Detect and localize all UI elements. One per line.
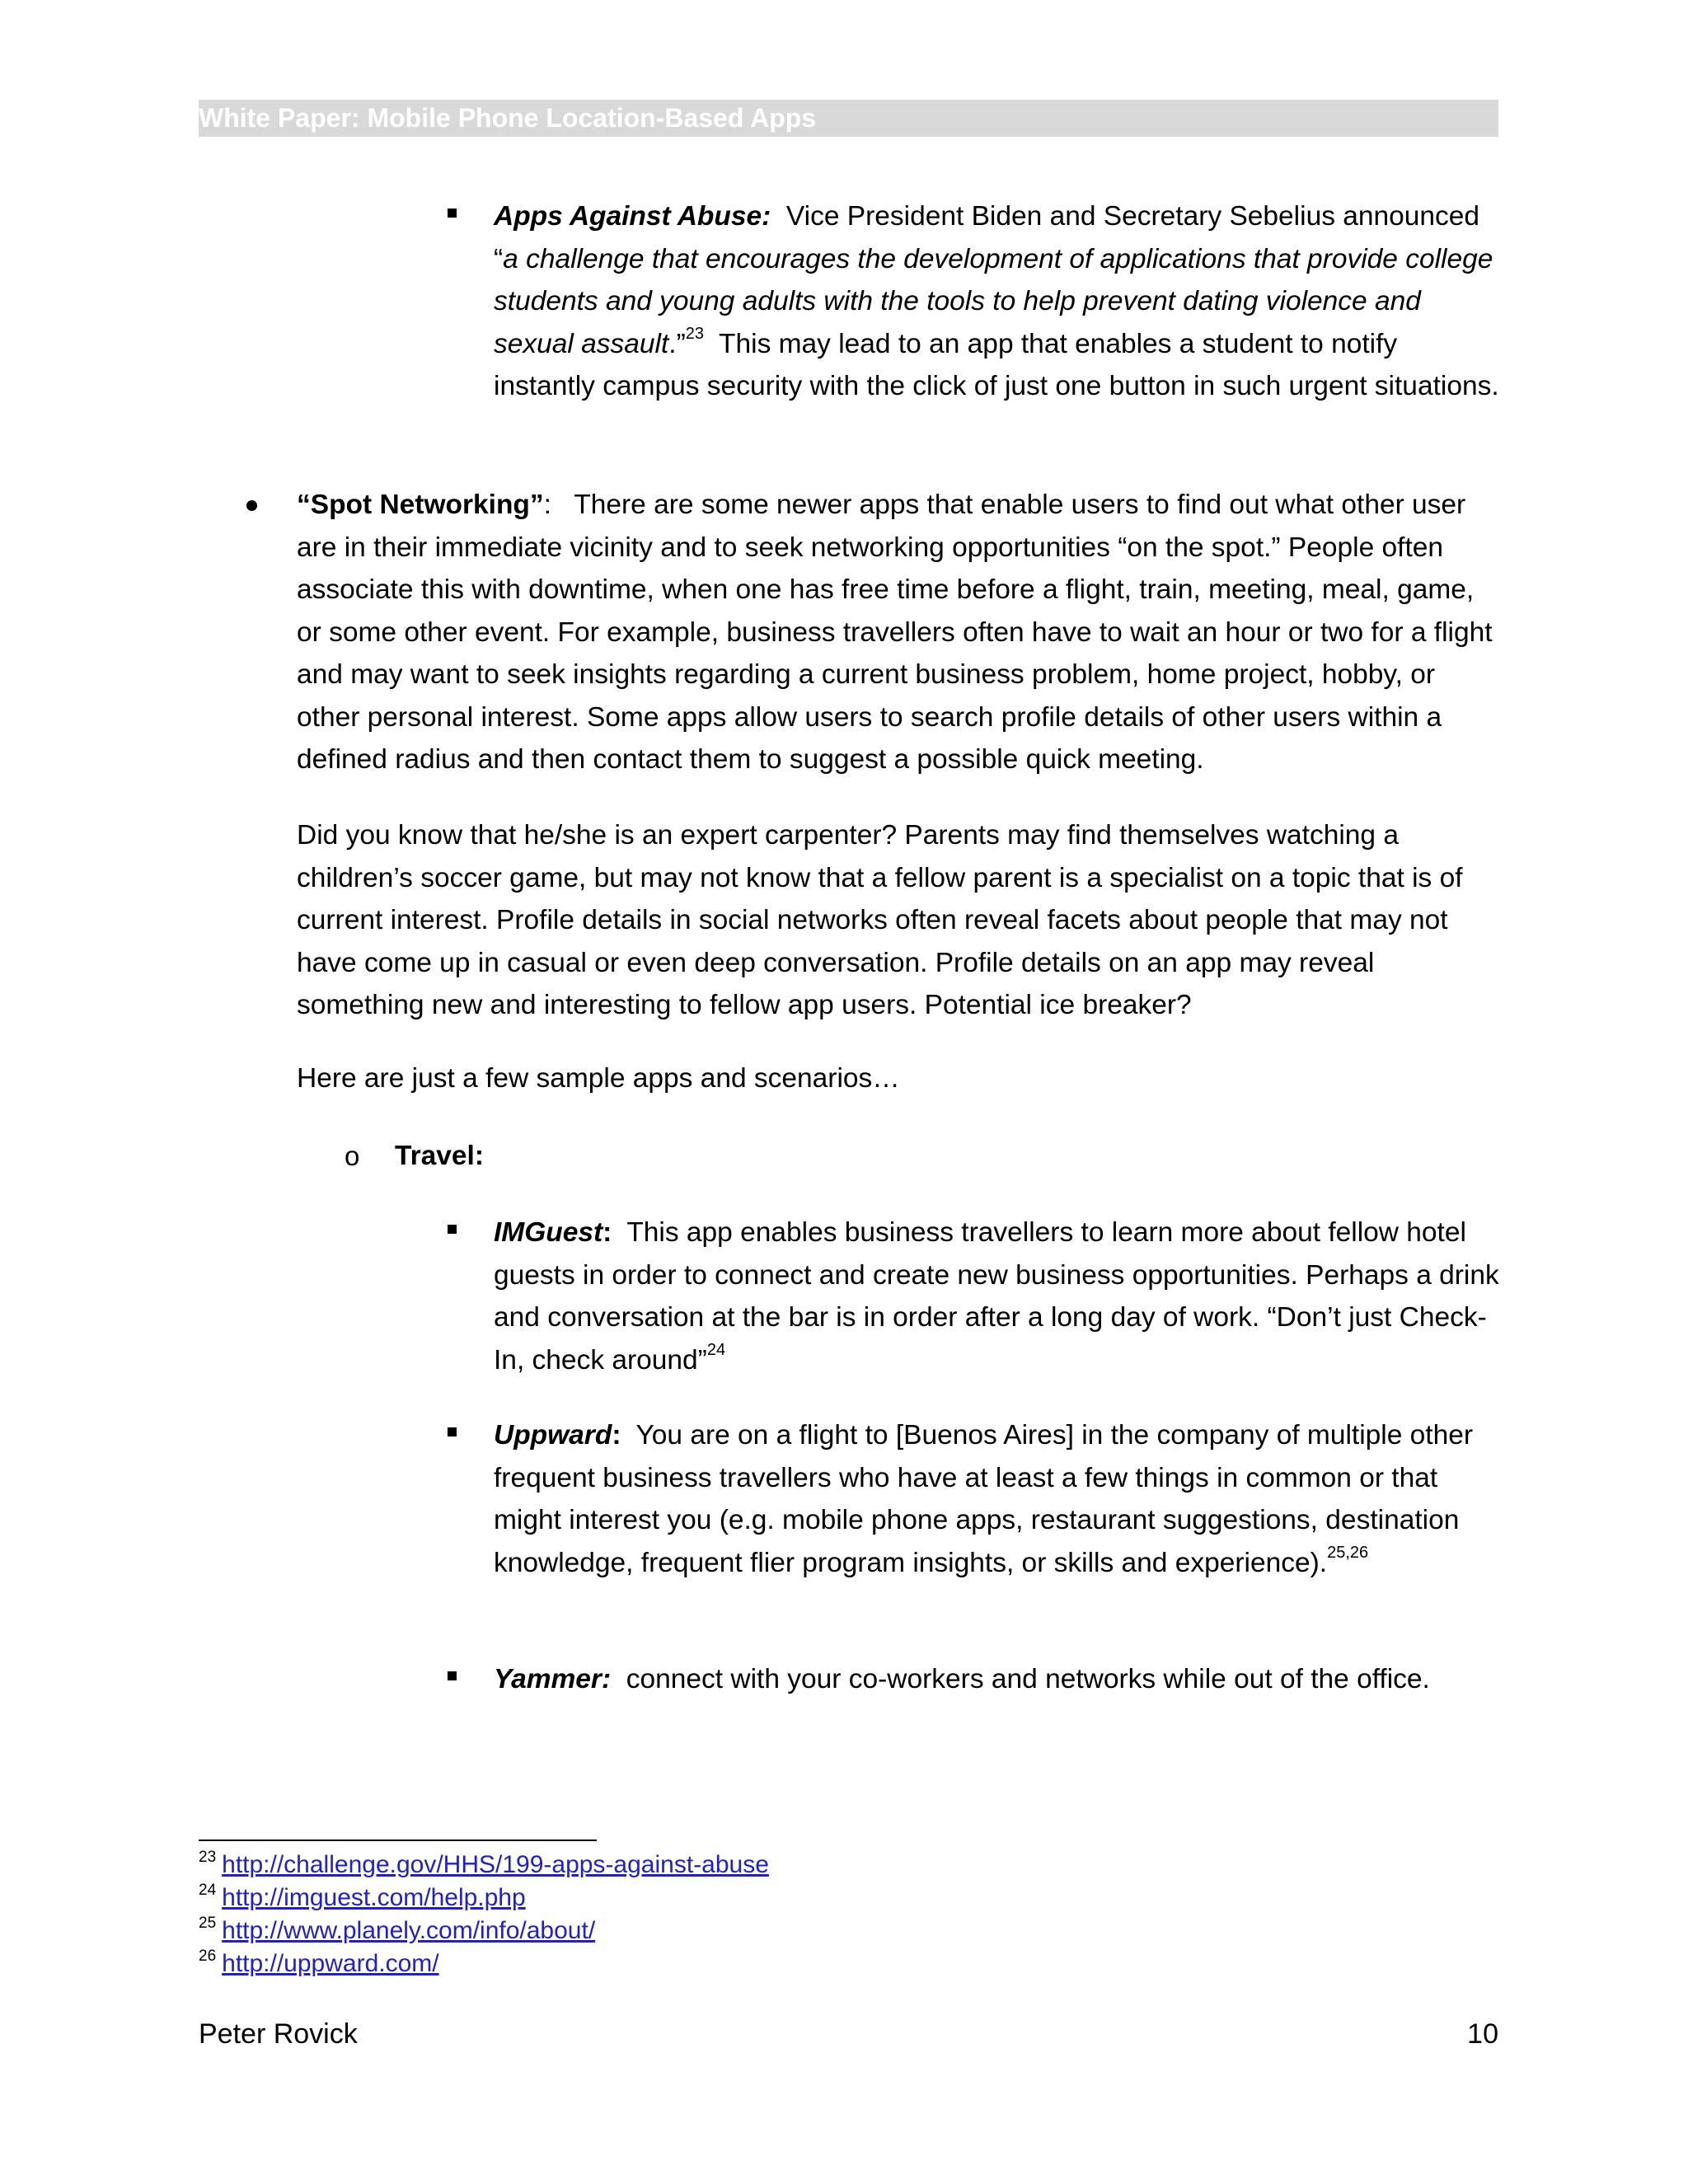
- item-colon: :: [612, 1420, 621, 1451]
- footer-author: Peter Rovick: [199, 2018, 358, 2050]
- item-quote: a challenge that encourages the development of applications that provide college students and young adults with the tools to help prevent dating violence and sexual assault: [494, 243, 1493, 359]
- item-body: This may lead to an app that enables a student to notify instantly campus security with the click of just one button in such urgent situations.: [494, 328, 1499, 401]
- item-body: connect with your co-workers and networks while out of the office.: [626, 1664, 1430, 1694]
- list-item-imguest: [494, 1212, 1501, 1381]
- footnote-link[interactable]: http://imguest.com/help.php: [222, 1884, 526, 1911]
- item-title: Apps Against Abuse:: [494, 201, 771, 232]
- item-body: There are some newer apps that enable users to find out what other user are in their immediate vicinity and to seek networking opportunities “on the spot.” People often associate this with downtime, when one has free time before a flight, train, meeting, meal, game, or some other event. For example, business travellers often have to wait an hour or two for a flight and may want to seek insights regarding a current business problem, home project, hobby, or other personal interest. Some apps allow users to search profile details of other users within a defined radius and then contact them to suggest a possible quick meeting.: [297, 490, 1493, 775]
- footnote: $^{25}$ http://www.planely.com/info/about/: [199, 1915, 596, 1944]
- footnote: $^{26}$ http://uppward.com/: [199, 1947, 439, 1977]
- paragraph: Did you know that he/she is an expert carpenter? Parents may find themselves watching a children’s soccer game, but may not know that a fellow parent is a specialist on a topic that is of current interest. Profile details in social networks often reveal facets about people that may not have come up in casual or even deep conversation. Profile details on an app may reveal something new and interesting to fellow app users. Potential ice breaker?: [297, 820, 1463, 1020]
- footnote-link[interactable]: http://www.planely.com/info/about/: [222, 1917, 596, 1944]
- item-title: Yammer:: [494, 1664, 612, 1694]
- item-lead: Vice President Biden and Secretary Sebelius announced “: [494, 201, 1480, 274]
- page-number: 10: [1467, 2018, 1498, 2050]
- list-item-yammer: [494, 1658, 1501, 1701]
- document-title: White Paper: Mobile Phone Location-Based Apps: [199, 103, 817, 133]
- item-title: Uppward: [494, 1420, 612, 1451]
- header-bar: [199, 100, 1498, 137]
- item-colon: :: [543, 490, 551, 520]
- round-bullet-icon: [246, 500, 257, 511]
- footnote-ref[interactable]: 25,26: [1327, 1544, 1369, 1563]
- square-bullet-icon: [448, 1427, 457, 1436]
- square-bullet-icon: [448, 209, 457, 218]
- footnote-link[interactable]: http://challenge.gov/HHS/199-apps-against-abuse: [222, 1851, 769, 1878]
- footnote-link[interactable]: http://uppward.com/: [222, 1950, 439, 1977]
- list-item-uppward: [494, 1414, 1501, 1584]
- square-bullet-icon: [448, 1671, 457, 1680]
- footnote-ref[interactable]: 23: [685, 325, 705, 344]
- square-bullet-icon: [448, 1225, 457, 1234]
- item-quote-close: .”: [668, 328, 686, 359]
- item-colon: :: [603, 1217, 612, 1248]
- list-item-apps-against-abuse: [494, 195, 1501, 408]
- item-body: You are on a flight to [Buenos Aires] in the company of multiple other frequent business travellers who have at least a few things in common or that might interest you (e.g. mobile phone apps, restaurant suggestions, destination knowledge, frequent flier program insights, or skills and experience).: [494, 1420, 1474, 1578]
- list-item-spot-networking: [297, 484, 1501, 781]
- sublist-heading-travel: Travel:: [395, 1141, 485, 1171]
- footnote-ref[interactable]: 24: [706, 1341, 726, 1360]
- item-title: IMGuest: [494, 1217, 603, 1248]
- footnote: $^{23}$ http://challenge.gov/HHS/199-apps-against-abuse: [199, 1849, 769, 1878]
- item-title: “Spot Networking”: [297, 490, 544, 520]
- circle-bullet-icon: o: [345, 1141, 360, 1171]
- item-body: This app enables business travellers to learn more about fellow hotel guests in order to connect and create new business opportunities. Perhaps a drink and conversation at the bar is in order after a long day of work. “Don’t just Check-In, check around”: [494, 1217, 1499, 1376]
- footnote: $^{24}$ http://imguest.com/help.php: [199, 1882, 526, 1911]
- paragraph: Here are just a few sample apps and scenarios…: [297, 1063, 900, 1094]
- footnote-separator: [199, 1840, 597, 1841]
